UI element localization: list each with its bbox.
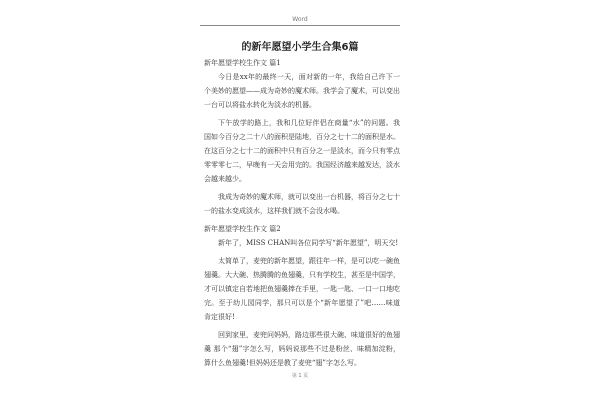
header-label: Word (292, 16, 308, 23)
section-heading: 新年愿望学校生作文 篇1 (204, 59, 281, 67)
paragraph: 太简单了，麦兜的新年愿望，跟往年一样，是可以吃一碗鱼翅羹。大大碗、热腾腾的鱼翅羹，只有学校生，甚至是中国学，才可以镇定自若地把鱼翅羹捧在手里，一匙一匙、一口一口地吃完。至于幼儿园同学，那只可以是个“新年愿望了”吧……味道肯定很好! (204, 257, 400, 321)
page-number: 第 1 页 (291, 373, 309, 379)
section-heading: 新年愿望学校生作文 篇2 (204, 225, 281, 233)
paragraph: 今日是xx年的最终一天，面对新的一年，我给自己许下一个美妙的愿望——成为奇妙的魔术师。我学会了魔术，可以变出一台可以将盐水转化为淡水的机器。 (204, 73, 400, 109)
paragraph: 下午放学的路上，我和几位好伴侣在商量“水”的问题。我国如今百分之二十八的面积是陆地，百分之七十二的面积是水。在这百分之七十二的面积中只有百分之一是淡水，而今只有零点零零零七二，早晚有一天会用完的。我国经济越来越发达，淡水会越来越少。 (204, 119, 400, 183)
paragraph: 我成为奇妙的魔术师，就可以变出一台机器，将百分之七十一的盐水变成淡水，这样我们就不会没水喝。 (204, 193, 400, 215)
document-body (204, 56, 400, 374)
document-title: 的新年愿望小学生合集6篇 (241, 42, 359, 53)
paragraph: 新年了，MISS CHAN叫各位同学写“新年愿望”，明天交! (218, 239, 399, 247)
header-divider (200, 25, 400, 26)
paragraph: 回到家里，麦兜问妈妈，路边那些很大碗、味道很好的鱼翅羹 那个“翅”字怎么写，妈妈说那些不过是粉丝、味精加淀粉，算什么鱼翅羹!但妈妈还是教了麦兜“翅”字怎么写。 (204, 331, 400, 367)
